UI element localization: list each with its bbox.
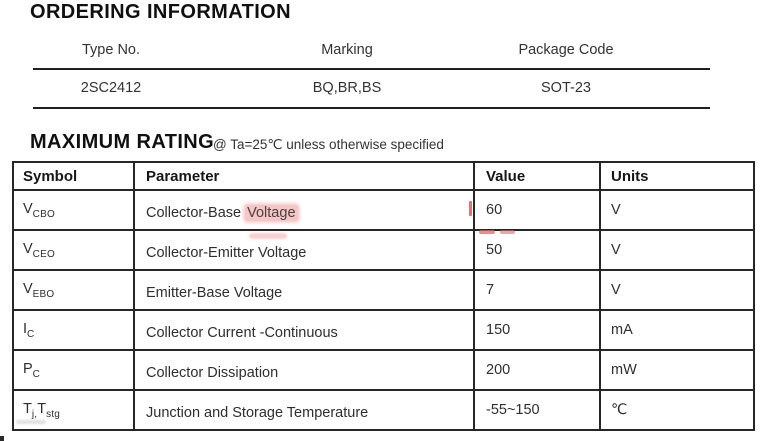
table-row [13, 310, 754, 350]
ordering-col-type-no: Type No. [81, 42, 141, 58]
ordering-information-title: ORDERING INFORMATION [30, 1, 291, 23]
value-cell: 150 [474, 310, 600, 350]
symbol-vcbo: $V_{CBO}$ [13, 190, 134, 230]
units-cell: V [600, 270, 754, 310]
rating-col-symbol: Symbol [13, 162, 134, 190]
red-highlighted-word: Voltage [247, 204, 296, 221]
value-cell: -55~150 [474, 390, 600, 430]
units-cell: mW [600, 350, 754, 390]
value-cell: 200 [474, 350, 600, 390]
ordering-table-rule-bottom [33, 107, 710, 109]
symbol-vceo: $V_{CEO}$ [13, 230, 134, 270]
units-cell: V [600, 190, 754, 230]
rating-col-parameter: Parameter [134, 162, 474, 190]
units-cell: V [600, 230, 754, 270]
rating-col-units: Units [600, 162, 754, 190]
table-row [13, 270, 754, 310]
scan-edge-mark [0, 436, 4, 441]
rating-col-value: Value [474, 162, 600, 190]
ordering-col-package-code: Package Code [518, 42, 614, 58]
symbol-tj-tstg: $T_{j,}T_{stg}$ [13, 390, 134, 430]
value-cell: 7 [474, 270, 600, 310]
parameter-cell: Collector Current -Continuous [134, 310, 474, 350]
table-row [13, 390, 754, 430]
value-cell: 50 [474, 230, 600, 270]
parameter-cell: Collector-Base Voltage [134, 190, 474, 230]
ordering-table-rule-top [33, 68, 710, 70]
ordering-col-marking: Marking [321, 42, 373, 58]
symbol-pc: $P_C$ [13, 350, 134, 390]
ordering-value-marking: BQ,BR,BS [312, 80, 382, 96]
symbol-ic: $I_C$ [13, 310, 134, 350]
parameter-cell: Junction and Storage Temperature [134, 390, 474, 430]
parameter-cell: Collector Dissipation [134, 350, 474, 390]
table-row [13, 190, 754, 230]
table-row [13, 350, 754, 390]
maximum-rating-title: MAXIMUM RATING [30, 131, 215, 153]
table-row [13, 230, 754, 270]
symbol-vebo: $V_{EBO}$ [13, 270, 134, 310]
units-cell: ℃ [600, 390, 754, 430]
ordering-value-type-no: 2SC2412 [80, 80, 142, 96]
units-cell: mA [600, 310, 754, 350]
value-cell: 60 [474, 190, 600, 230]
maximum-rating-table [12, 161, 755, 431]
rating-header-row [13, 162, 754, 190]
parameter-cell: Collector-Emitter Voltage [134, 230, 474, 270]
maximum-rating-condition: @ Ta=25℃ unless otherwise specified [213, 137, 444, 152]
parameter-cell: Emitter-Base Voltage [134, 270, 474, 310]
ordering-value-package-code: SOT-23 [541, 80, 591, 96]
